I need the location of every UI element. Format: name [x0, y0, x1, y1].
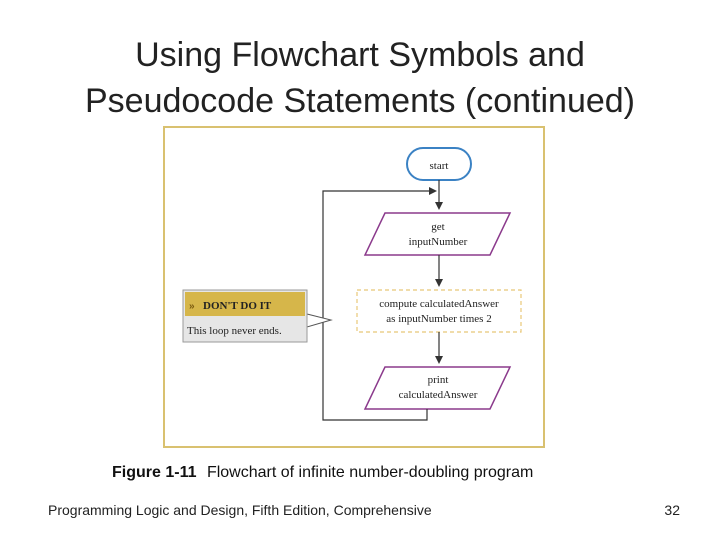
- start-terminal: [407, 148, 471, 180]
- callout-pointer: [307, 314, 331, 327]
- slide-title-line-1: Using Flowchart Symbols and: [135, 36, 585, 74]
- input-line-1: get: [431, 221, 445, 233]
- output-parallelogram: [365, 367, 510, 409]
- process-line-1: compute calculatedAnswer: [379, 298, 499, 310]
- figure-number: Figure 1-11: [112, 464, 197, 481]
- callout-heading: DON'T DO IT: [203, 300, 272, 312]
- process-box: [357, 290, 521, 332]
- input-parallelogram: [365, 213, 510, 255]
- figure-caption-text: Flowchart of infinite number-doubling program: [206, 464, 534, 481]
- dont-do-it-callout: [183, 290, 307, 342]
- output-line-1: print: [427, 374, 449, 386]
- output-line-2: calculatedAnswer: [398, 389, 478, 401]
- callout-text: This loop never ends.: [187, 325, 282, 337]
- slide-title: [20, 32, 700, 124]
- figure-frame: [163, 126, 545, 448]
- input-line-2: inputNumber: [408, 236, 468, 248]
- flowchart-diagram: [165, 128, 543, 446]
- footer-book-title: Programming Logic and Design, Fifth Edition, Comprehensive: [48, 502, 432, 518]
- start-label: start: [429, 160, 449, 172]
- slide-title-line-2: Pseudocode Statements (continued): [84, 82, 635, 120]
- footer-page-number: 32: [664, 502, 680, 518]
- figure-caption: [112, 464, 612, 482]
- process-line-2: as inputNumber times 2: [386, 313, 492, 325]
- callout-chevron-icon: »: [189, 301, 195, 312]
